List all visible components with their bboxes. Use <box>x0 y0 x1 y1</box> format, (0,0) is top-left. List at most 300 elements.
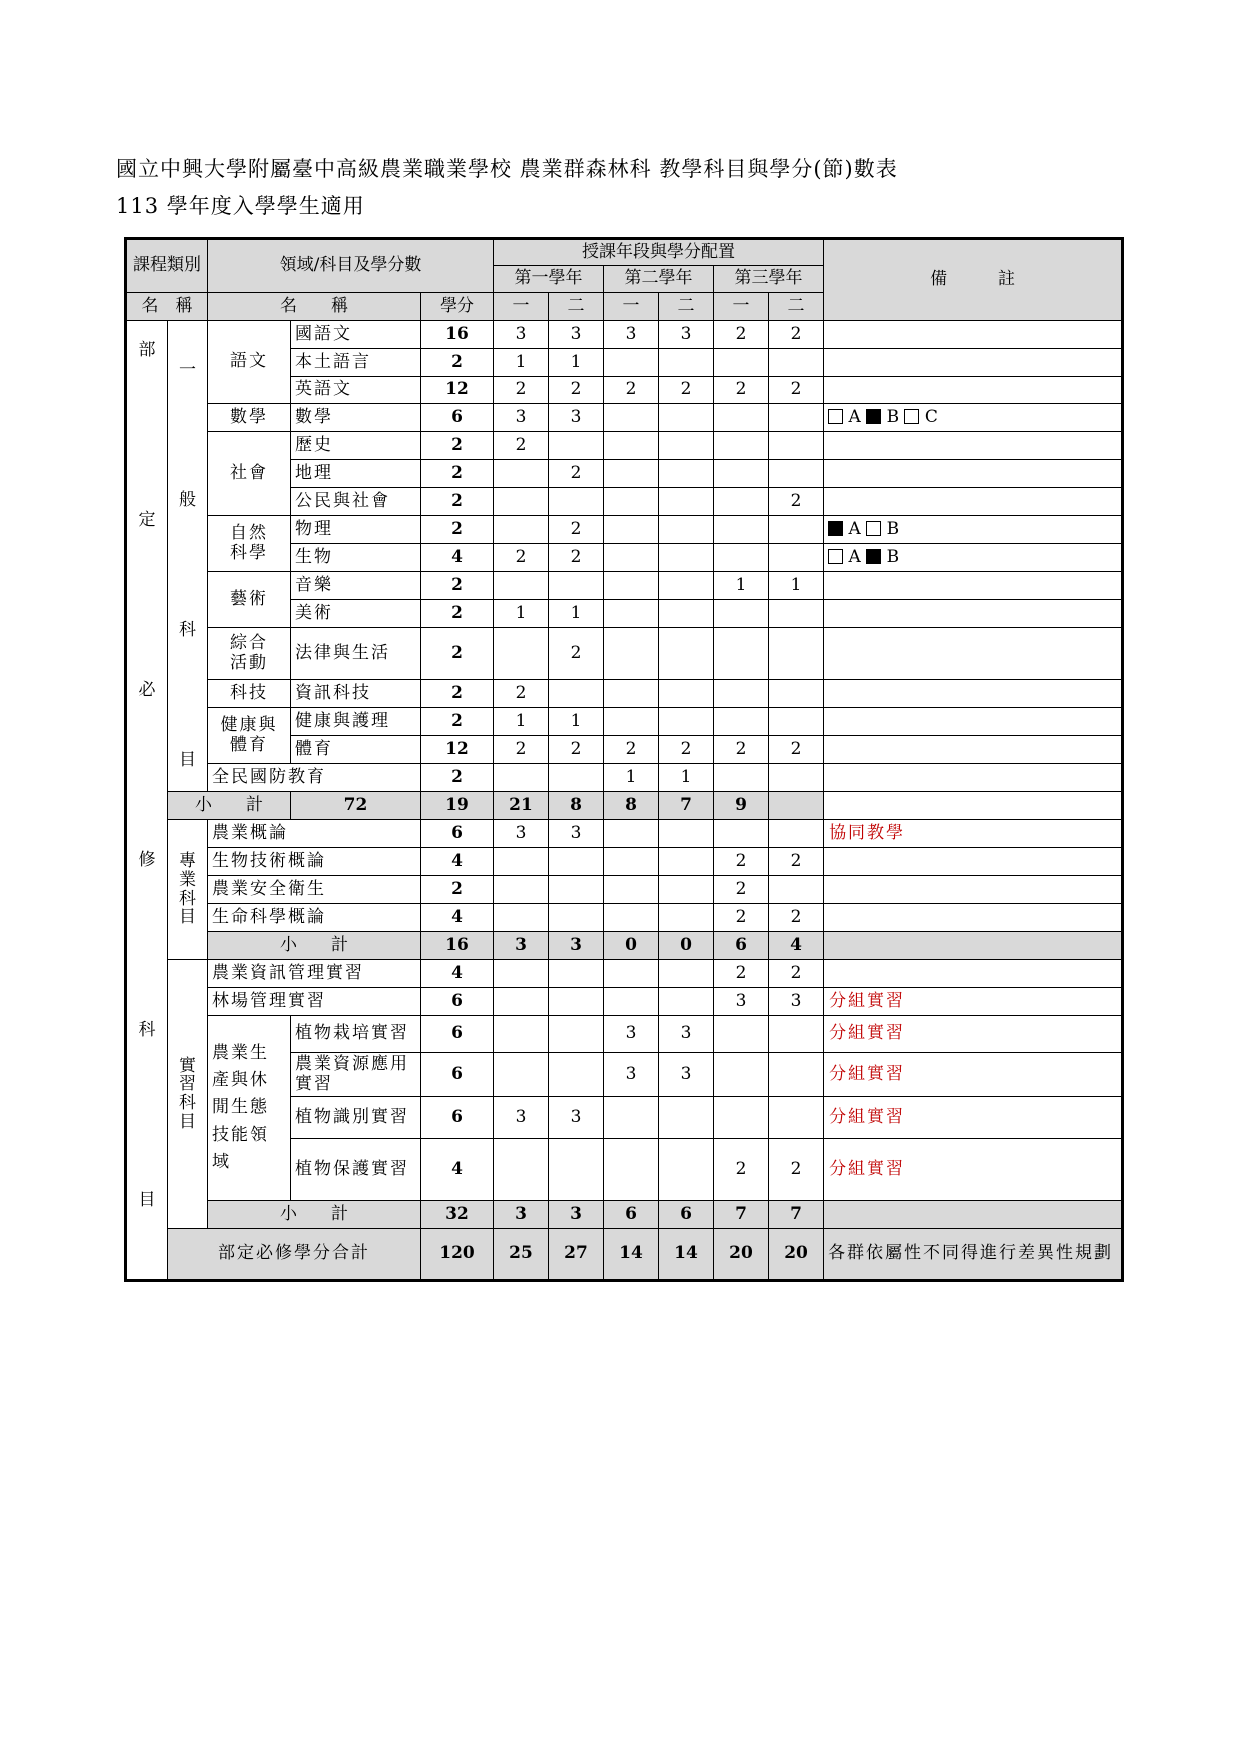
checkbox-icon <box>866 549 881 564</box>
subject-credits: 2 <box>421 488 494 516</box>
semester-credit-cell <box>604 988 659 1016</box>
header-sem: 二 <box>549 293 604 321</box>
semester-credit-cell <box>769 820 824 848</box>
header-year3: 第三學年 <box>714 266 824 293</box>
checkbox-icon <box>904 409 919 424</box>
remark-cell <box>824 460 1123 488</box>
semester-credit-cell <box>714 516 769 544</box>
semester-credit-cell <box>659 876 714 904</box>
option-label: B <box>886 518 900 539</box>
subject-name: 體育 <box>291 736 421 764</box>
subject-credits: 12 <box>421 736 494 764</box>
subject-name: 英語文 <box>291 377 421 404</box>
checkbox-icon <box>866 521 881 536</box>
subject-credits: 2 <box>421 516 494 544</box>
semester-credit-cell: 1 <box>714 572 769 600</box>
remark-cell: 分組實習 <box>824 1016 1123 1053</box>
subject-credits: 4 <box>421 544 494 572</box>
subject-name: 植物識別實習 <box>291 1097 421 1139</box>
subtotal-semester: 7 <box>714 1201 769 1229</box>
domain-name: 社會 <box>208 432 291 516</box>
semester-credit-cell <box>494 960 549 988</box>
subtotal-label: 小 計 <box>168 792 291 820</box>
grand-total-semester: 25 <box>494 1229 549 1281</box>
subject-name: 國語文 <box>291 321 421 349</box>
subtotal-semester: 0 <box>604 932 659 960</box>
grand-total-credits: 120 <box>421 1229 494 1281</box>
semester-credit-cell <box>659 572 714 600</box>
remark-cell <box>824 628 1123 680</box>
subtotal-semester: 7 <box>659 792 714 820</box>
document-subtitle: 113 學年度入學學生適用 <box>116 194 365 218</box>
subject-name: 農業資訊管理實習 <box>208 960 421 988</box>
semester-credit-cell <box>659 1139 714 1201</box>
semester-credit-cell: 2 <box>714 960 769 988</box>
vertical-char: 部 <box>138 340 156 360</box>
subtotal-semester: 8 <box>549 792 604 820</box>
remark-cell <box>824 736 1123 764</box>
subject-name: 數學 <box>291 404 421 432</box>
semester-credit-cell <box>549 680 604 708</box>
semester-credit-cell: 2 <box>714 377 769 404</box>
semester-credit-cell <box>714 488 769 516</box>
subject-name: 林場管理實習 <box>208 988 421 1016</box>
semester-credit-cell <box>604 1097 659 1139</box>
domain-name: 語文 <box>208 321 291 404</box>
semester-credit-cell <box>549 960 604 988</box>
subject-credits: 2 <box>421 628 494 680</box>
subject-credits: 2 <box>421 349 494 377</box>
semester-credit-cell <box>604 600 659 628</box>
semester-credit-cell <box>714 628 769 680</box>
subtotal-label: 小 計 <box>208 1201 421 1229</box>
semester-credit-cell <box>769 680 824 708</box>
checkbox-icon <box>828 409 843 424</box>
semester-credit-cell <box>604 404 659 432</box>
semester-credit-cell <box>659 820 714 848</box>
domain-name: 數學 <box>208 404 291 432</box>
header-year2: 第二學年 <box>604 266 714 293</box>
subject-credits: 6 <box>421 404 494 432</box>
semester-credit-cell <box>714 1053 769 1097</box>
subtotal-semester: 19 <box>421 792 494 820</box>
semester-credit-cell: 2 <box>549 377 604 404</box>
semester-credit-cell <box>494 460 549 488</box>
remark-cell <box>824 572 1123 600</box>
vertical-char: 一 <box>179 360 196 380</box>
semester-credit-cell <box>659 404 714 432</box>
semester-credit-cell: 2 <box>659 377 714 404</box>
vertical-char: 健康與 <box>220 714 278 735</box>
practical-domain-name: 農業生產與休閒生態技能領域 <box>208 1016 291 1201</box>
header-sem: 一 <box>604 293 659 321</box>
semester-credit-cell <box>659 516 714 544</box>
semester-credit-cell <box>494 1016 549 1053</box>
semester-credit-cell <box>604 708 659 736</box>
header-sem: 二 <box>659 293 714 321</box>
semester-credit-cell <box>769 516 824 544</box>
remark-cell: 分組實習 <box>824 988 1123 1016</box>
subject-credits: 2 <box>421 876 494 904</box>
header-name: 名 稱 <box>208 293 421 321</box>
semester-credit-cell <box>604 904 659 932</box>
semester-credit-cell <box>549 488 604 516</box>
subject-name: 音樂 <box>291 572 421 600</box>
subtotal-semester: 3 <box>494 932 549 960</box>
semester-credit-cell <box>494 1053 549 1097</box>
semester-credit-cell <box>549 432 604 460</box>
remark-cell <box>824 544 1123 572</box>
semester-credit-cell <box>494 764 549 792</box>
semester-credit-cell: 2 <box>769 377 824 404</box>
vertical-char: 綜合 <box>230 632 268 653</box>
remark-cell <box>824 349 1123 377</box>
grand-total-semester: 14 <box>604 1229 659 1281</box>
subject-credits: 4 <box>421 848 494 876</box>
semester-credit-cell <box>769 432 824 460</box>
semester-credit-cell <box>604 820 659 848</box>
semester-credit-cell <box>604 876 659 904</box>
required-category-label <box>126 321 168 1281</box>
subtotal-semester: 6 <box>604 1201 659 1229</box>
subject-credits: 4 <box>421 904 494 932</box>
remark-cell <box>824 404 1123 432</box>
option-label: B <box>886 546 900 567</box>
subject-credits: 6 <box>421 988 494 1016</box>
subject-credits: 2 <box>421 600 494 628</box>
semester-credit-cell <box>714 708 769 736</box>
semester-credit-cell <box>714 820 769 848</box>
semester-credit-cell: 3 <box>604 1053 659 1097</box>
domain-name: 藝術 <box>208 572 291 628</box>
subject-credits: 6 <box>421 1016 494 1053</box>
domain-name <box>208 628 291 680</box>
semester-credit-cell <box>659 960 714 988</box>
semester-credit-cell <box>769 708 824 736</box>
vertical-char: 活動 <box>230 652 268 673</box>
semester-credit-cell <box>549 848 604 876</box>
semester-credit-cell <box>659 432 714 460</box>
subject-name: 健康與護理 <box>291 708 421 736</box>
vertical-char: 定 <box>138 510 156 530</box>
semester-credit-cell <box>769 404 824 432</box>
grand-total-semester: 20 <box>714 1229 769 1281</box>
semester-credit-cell <box>604 460 659 488</box>
checkbox-icon <box>828 549 843 564</box>
remark-cell: 分組實習 <box>824 1139 1123 1201</box>
semester-credit-cell <box>714 460 769 488</box>
subject-credits: 12 <box>421 377 494 404</box>
semester-credit-cell: 2 <box>549 544 604 572</box>
semester-credit-cell <box>769 460 824 488</box>
semester-credit-cell <box>714 1016 769 1053</box>
semester-credit-cell: 2 <box>769 960 824 988</box>
semester-credit-cell <box>714 764 769 792</box>
semester-credit-cell: 1 <box>549 600 604 628</box>
semester-credit-cell <box>604 516 659 544</box>
subtotal-semester: 3 <box>549 1201 604 1229</box>
subtotal-semester: 3 <box>549 932 604 960</box>
remark-cell <box>824 904 1123 932</box>
grand-total-remark: 各群依屬性不同得進行差異性規劃 <box>824 1229 1123 1281</box>
semester-credit-cell: 2 <box>549 628 604 680</box>
subject-name: 農業安全衛生 <box>208 876 421 904</box>
semester-credit-cell <box>494 904 549 932</box>
vertical-label: 專業科目 <box>179 851 196 928</box>
semester-credit-cell: 2 <box>769 848 824 876</box>
remark-cell: 分組實習 <box>824 1097 1123 1139</box>
header-sem: 一 <box>494 293 549 321</box>
semester-credit-cell <box>494 488 549 516</box>
header-credits: 學分 <box>421 293 494 321</box>
semester-credit-cell: 3 <box>604 321 659 349</box>
checkbox-icon <box>828 521 843 536</box>
semester-credit-cell <box>769 544 824 572</box>
domain-name <box>208 516 291 572</box>
subtotal-credits: 72 <box>291 792 421 820</box>
semester-credit-cell <box>604 544 659 572</box>
semester-credit-cell <box>769 600 824 628</box>
subtotal-label: 小 計 <box>208 932 421 960</box>
curriculum-table <box>124 237 1124 1282</box>
subject-credits: 6 <box>421 1053 494 1097</box>
header-allocation: 授課年段與學分配置 <box>494 239 824 266</box>
subject-name: 公民與社會 <box>291 488 421 516</box>
semester-credit-cell <box>659 1097 714 1139</box>
subtotal-semester: 3 <box>494 1201 549 1229</box>
subject-credits: 2 <box>421 572 494 600</box>
semester-credit-cell <box>769 349 824 377</box>
semester-credit-cell: 2 <box>714 321 769 349</box>
subject-credits: 2 <box>421 460 494 488</box>
semester-credit-cell: 1 <box>769 572 824 600</box>
vertical-char: 科 <box>138 1020 156 1040</box>
remark-cell <box>824 516 1123 544</box>
grand-total-label: 部定必修學分合計 <box>168 1229 421 1281</box>
vertical-char: 必 <box>138 680 156 700</box>
semester-credit-cell <box>714 680 769 708</box>
semester-credit-cell <box>769 876 824 904</box>
semester-credit-cell <box>714 432 769 460</box>
semester-credit-cell: 2 <box>494 680 549 708</box>
subtotal-semester: 21 <box>494 792 549 820</box>
remark-cell <box>824 680 1123 708</box>
remark-cell <box>824 1201 1123 1229</box>
subject-name: 法律與生活 <box>291 628 421 680</box>
semester-credit-cell: 2 <box>494 544 549 572</box>
semester-credit-cell <box>714 404 769 432</box>
semester-credit-cell <box>714 600 769 628</box>
semester-credit-cell: 1 <box>494 349 549 377</box>
semester-credit-cell <box>659 488 714 516</box>
semester-credit-cell <box>659 680 714 708</box>
semester-credit-cell: 3 <box>659 1016 714 1053</box>
semester-credit-cell <box>549 988 604 1016</box>
subject-name: 美術 <box>291 600 421 628</box>
semester-credit-cell: 3 <box>659 1053 714 1097</box>
semester-credit-cell <box>549 876 604 904</box>
semester-credit-cell <box>494 516 549 544</box>
semester-credit-cell <box>604 960 659 988</box>
semester-credit-cell: 1 <box>494 708 549 736</box>
semester-credit-cell: 2 <box>769 736 824 764</box>
remark-cell <box>824 876 1123 904</box>
semester-credit-cell: 3 <box>494 820 549 848</box>
document-title: 國立中興大學附屬臺中高級農業職業學校 農業群森林科 教學科目與學分(節)數表 <box>116 157 898 181</box>
vertical-char: 修 <box>138 850 156 870</box>
domain-name <box>208 708 291 764</box>
semester-credit-cell: 2 <box>714 904 769 932</box>
semester-credit-cell <box>714 1097 769 1139</box>
option-label: C <box>924 406 938 427</box>
semester-credit-cell: 2 <box>714 848 769 876</box>
subtotal-semester: 0 <box>659 932 714 960</box>
semester-credit-cell <box>659 904 714 932</box>
checkbox-icon <box>866 409 881 424</box>
remark-cell <box>824 600 1123 628</box>
option-label: A <box>848 406 861 427</box>
semester-credit-cell: 2 <box>714 876 769 904</box>
subject-credits: 4 <box>421 960 494 988</box>
domain-name: 科技 <box>208 680 291 708</box>
header-remarks: 備 註 <box>824 239 1123 321</box>
semester-credit-cell: 3 <box>549 1097 604 1139</box>
remark-cell <box>824 764 1123 792</box>
semester-credit-cell <box>604 488 659 516</box>
professional-category-label <box>168 820 208 960</box>
subject-credits: 2 <box>421 708 494 736</box>
semester-credit-cell <box>659 544 714 572</box>
semester-credit-cell <box>604 848 659 876</box>
semester-credit-cell <box>604 572 659 600</box>
vertical-char: 目 <box>179 750 196 770</box>
semester-credit-cell: 2 <box>659 736 714 764</box>
grand-total-semester: 20 <box>769 1229 824 1281</box>
semester-credit-cell: 3 <box>604 1016 659 1053</box>
subject-credits: 4 <box>421 1139 494 1201</box>
subtotal-semester: 9 <box>714 792 769 820</box>
subject-name: 農業資源應用實習 <box>291 1053 421 1097</box>
semester-credit-cell <box>494 988 549 1016</box>
semester-credit-cell <box>659 460 714 488</box>
general-category-label <box>168 321 208 792</box>
subtotal-semester: 8 <box>604 792 659 820</box>
semester-credit-cell <box>604 628 659 680</box>
subject-credits: 2 <box>421 764 494 792</box>
semester-credit-cell <box>769 628 824 680</box>
subject-name: 生命科學概論 <box>208 904 421 932</box>
semester-credit-cell: 2 <box>714 1139 769 1201</box>
semester-credit-cell: 2 <box>494 377 549 404</box>
semester-credit-cell: 2 <box>714 736 769 764</box>
vertical-char: 般 <box>179 490 196 510</box>
subject-name: 全民國防教育 <box>208 764 421 792</box>
remark-cell <box>769 792 824 820</box>
vertical-char: 體育 <box>230 734 268 755</box>
semester-credit-cell <box>714 349 769 377</box>
semester-credit-cell <box>604 1139 659 1201</box>
semester-credit-cell: 1 <box>604 764 659 792</box>
header-category-name: 名 稱 <box>126 293 208 321</box>
subject-credits: 2 <box>421 432 494 460</box>
semester-credit-cell: 3 <box>494 404 549 432</box>
subject-name: 農業概論 <box>208 820 421 848</box>
semester-credit-cell: 3 <box>769 988 824 1016</box>
vertical-char: 科 <box>179 620 196 640</box>
option-label: A <box>848 546 861 567</box>
subtotal-semester: 6 <box>714 932 769 960</box>
remark-cell <box>824 848 1123 876</box>
semester-credit-cell: 2 <box>604 377 659 404</box>
header-year1: 第一學年 <box>494 266 604 293</box>
semester-credit-cell <box>549 572 604 600</box>
semester-credit-cell: 2 <box>549 460 604 488</box>
semester-credit-cell <box>604 432 659 460</box>
subject-name: 生物技術概論 <box>208 848 421 876</box>
subject-name: 生物 <box>291 544 421 572</box>
semester-credit-cell: 3 <box>659 321 714 349</box>
remark-cell: 分組實習 <box>824 1053 1123 1097</box>
semester-credit-cell: 1 <box>494 600 549 628</box>
semester-credit-cell <box>494 1139 549 1201</box>
grand-total-semester: 27 <box>549 1229 604 1281</box>
remark-cell <box>824 488 1123 516</box>
remark-cell <box>824 932 1123 960</box>
remark-cell <box>824 708 1123 736</box>
semester-credit-cell: 1 <box>549 708 604 736</box>
header-domain-subject: 領域/科目及學分數 <box>208 239 494 293</box>
semester-credit-cell <box>549 1016 604 1053</box>
semester-credit-cell <box>769 1097 824 1139</box>
semester-credit-cell: 1 <box>549 349 604 377</box>
semester-credit-cell: 1 <box>659 764 714 792</box>
semester-credit-cell <box>604 680 659 708</box>
grand-total-semester: 14 <box>659 1229 714 1281</box>
semester-credit-cell <box>769 1053 824 1097</box>
semester-credit-cell <box>659 349 714 377</box>
semester-credit-cell: 2 <box>769 488 824 516</box>
header-category: 課程類別 <box>126 239 208 293</box>
subject-name: 歷史 <box>291 432 421 460</box>
vertical-char: 目 <box>138 1190 156 1210</box>
practical-category-label <box>168 960 208 1229</box>
subject-name: 資訊科技 <box>291 680 421 708</box>
vertical-char: 科學 <box>230 542 268 563</box>
semester-credit-cell: 2 <box>494 432 549 460</box>
subtotal-credits: 16 <box>421 932 494 960</box>
option-label: B <box>886 406 900 427</box>
subject-name: 本土語言 <box>291 349 421 377</box>
semester-credit-cell <box>549 764 604 792</box>
semester-credit-cell <box>494 876 549 904</box>
semester-credit-cell: 3 <box>549 820 604 848</box>
option-label: A <box>848 518 861 539</box>
subject-credits: 6 <box>421 1097 494 1139</box>
semester-credit-cell: 2 <box>549 736 604 764</box>
semester-credit-cell <box>659 848 714 876</box>
remark-cell <box>824 377 1123 404</box>
vertical-label: 實習科目 <box>179 1055 196 1132</box>
remark-cell <box>824 321 1123 349</box>
semester-credit-cell <box>549 1139 604 1201</box>
semester-credit-cell <box>659 988 714 1016</box>
subject-credits: 2 <box>421 680 494 708</box>
semester-credit-cell <box>769 1016 824 1053</box>
semester-credit-cell: 2 <box>494 736 549 764</box>
semester-credit-cell: 3 <box>494 1097 549 1139</box>
semester-credit-cell <box>659 628 714 680</box>
subject-name: 植物栽培實習 <box>291 1016 421 1053</box>
